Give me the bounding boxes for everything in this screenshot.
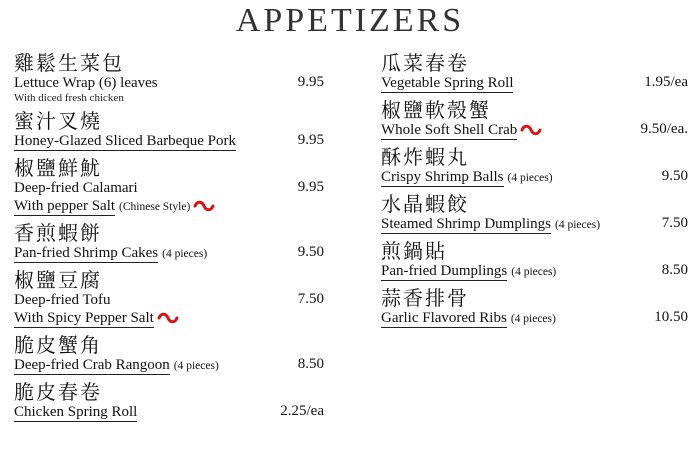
price: 9.95 xyxy=(297,179,324,195)
english-name: Pan-fried Dumplings xyxy=(381,263,508,279)
portion-note: (4 pieces) xyxy=(507,172,553,184)
price: 8.50 xyxy=(661,262,688,278)
menu-item-shrimp-balls xyxy=(381,146,688,187)
item-subtitle: With diced fresh chicken xyxy=(14,92,124,104)
menu-item-crab-rangoon xyxy=(14,334,324,375)
english-name: Lettuce Wrap (6) leaves xyxy=(14,75,158,91)
english-name: Crispy Shrimp Balls xyxy=(381,169,504,185)
portion-note: (4 pieces) xyxy=(510,313,556,325)
left-column xyxy=(14,52,324,428)
price: 2.25/ea xyxy=(280,403,324,419)
price: 9.50 xyxy=(297,244,324,260)
portion-note: (4 pieces) xyxy=(555,219,601,231)
english-name: Pan-fried Shrimp Cakes xyxy=(14,245,159,261)
english-name: Garlic Flavored Ribs xyxy=(381,310,507,326)
menu-item-pan-fried-dumplings xyxy=(381,240,688,281)
portion-note: (Chinese Style) xyxy=(119,201,191,213)
price: 8.50 xyxy=(297,356,324,372)
english-name: Steamed Shrimp Dumplings xyxy=(381,216,551,232)
chili-pepper-icon xyxy=(193,200,215,212)
menu-item-shrimp-dumplings xyxy=(381,193,688,234)
menu-item-calamari xyxy=(14,157,324,216)
price: 9.50/ea. xyxy=(640,121,688,137)
english-name: Deep-fried Tofu xyxy=(14,292,111,308)
menu-item-tofu xyxy=(14,269,324,328)
chinese-name: 蒜香排骨 xyxy=(381,286,469,310)
english-name: Honey-Glazed Sliced Barbeque Pork xyxy=(14,133,237,149)
chinese-name: 瓜菜春卷 xyxy=(381,51,469,75)
price: 9.50 xyxy=(661,168,688,184)
chinese-name: 椒鹽豆腐 xyxy=(14,268,102,292)
portion-note: (4 pieces) xyxy=(173,360,219,372)
chinese-name: 脆皮春卷 xyxy=(14,380,102,404)
price: 1.95/ea xyxy=(644,74,688,90)
price: 7.50 xyxy=(297,291,324,307)
english-name: Vegetable Spring Roll xyxy=(381,75,514,91)
price: 10.50 xyxy=(654,309,688,325)
english-name-line2: With pepper Salt xyxy=(14,198,116,214)
menu-item-soft-shell-crab xyxy=(381,99,688,140)
chinese-name: 酥炸蝦丸 xyxy=(381,145,469,169)
portion-note: (4 pieces) xyxy=(162,248,208,260)
portion-note: (4 pieces) xyxy=(511,266,557,278)
price: 9.95 xyxy=(297,132,324,148)
chinese-name: 蜜汁叉燒 xyxy=(14,109,102,133)
menu-item-vegetable-spring-roll xyxy=(381,52,688,93)
right-column xyxy=(381,52,688,334)
menu-item-garlic-ribs xyxy=(381,287,688,328)
english-name: Deep-fried Calamari xyxy=(14,180,138,196)
menu-item-chicken-spring-roll xyxy=(14,381,324,422)
chinese-name: 脆皮蟹角 xyxy=(14,333,102,357)
english-name-line2: With Spicy Pepper Salt xyxy=(14,310,154,326)
menu-item-bbq-pork xyxy=(14,110,324,151)
chinese-name: 水晶蝦餃 xyxy=(381,192,469,216)
menu-title: APPETIZERS xyxy=(235,2,465,39)
chinese-name: 椒鹽軟殼蟹 xyxy=(381,98,491,122)
english-name: Chicken Spring Roll xyxy=(14,404,138,420)
chinese-name: 煎鍋貼 xyxy=(381,239,447,263)
chinese-name: 椒鹽鮮魷 xyxy=(14,156,102,180)
chinese-name: 香煎蝦餅 xyxy=(14,221,102,245)
menu-item-shrimp-cakes xyxy=(14,222,324,263)
price: 7.50 xyxy=(661,215,688,231)
chili-pepper-icon xyxy=(520,124,542,136)
chinese-name: 雞鬆生菜包 xyxy=(14,51,124,75)
price: 9.95 xyxy=(297,74,324,90)
menu-item-lettuce-wrap xyxy=(14,52,324,104)
english-name: Whole Soft Shell Crab xyxy=(381,122,518,138)
chili-pepper-icon xyxy=(157,312,179,324)
english-name: Deep-fried Crab Rangoon xyxy=(14,357,170,373)
